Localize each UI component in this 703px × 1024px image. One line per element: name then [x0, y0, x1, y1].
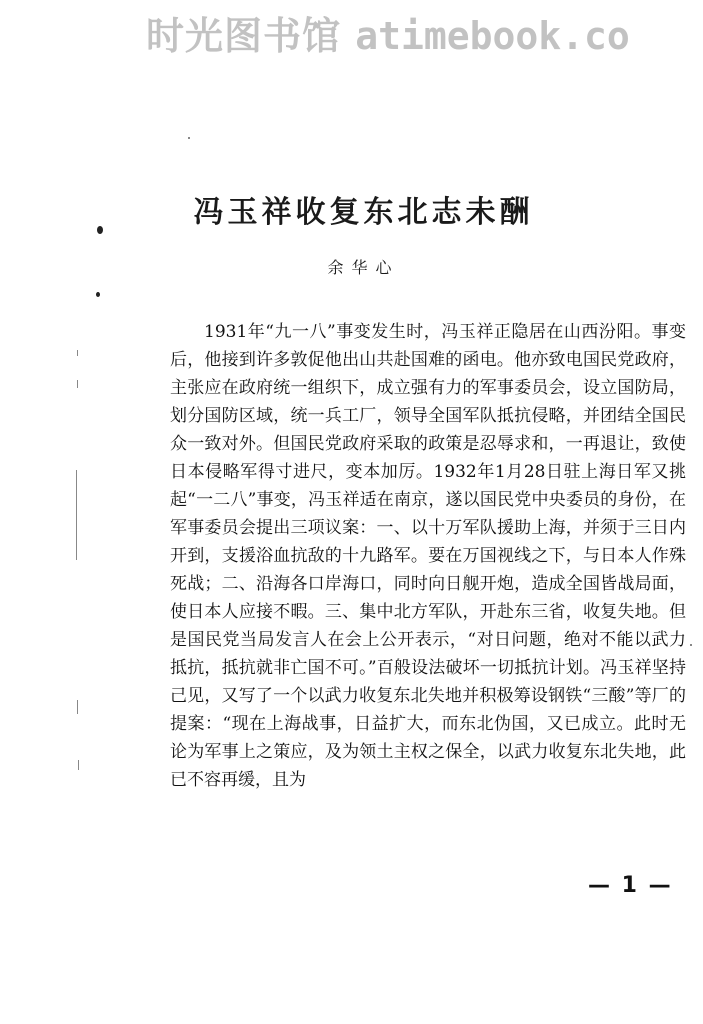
scan-mark — [77, 700, 78, 714]
article-body: 1931年“九一八”事变发生时，冯玉祥正隐居在山西汾阳。事变后，他接到许多敦促他出山共赴国难的函电。他亦致电国民党政府，主张应在政府统一组织下，成立强有力的军事委员会，设立国防局，划分国防区域，统一兵工厂，领导全国军队抵抗侵略，并团结全国民众一致对外。但国民党政府采取的政策是忍辱求和，一再退让，致使日本侵略军得寸进尺，变本加厉。1932年1月28日驻上海日军又挑起“一二八”事变，冯玉祥适在南京，遂以国民党中央委员的身份，在军事委员会提出三项议案：一、以十万军队援助上海，并须于三日内开到，支援浴血抗敌的十九路军。要在万国视线之下，与日本人作殊死战；二、沿海各口岸海口，同时向日舰开炮，造成全国皆战局面，使日本人应接不暇。三、集中北方军队，开赴东三省，收复失地。但是国民党当局发言人在会上公开表示，“对日问题，绝对不能以武力抵抗，抵抗就非亡国不可。”百般设法破坏一切抵抗计划。冯玉祥坚持己见，又写了一个以武力收复东北失地并积极筹设钢铁“三酸”等厂的提案：“现在上海战事，日益扩大，而东北伪国，又已成立。此时无论为军事上之策应，及为领土主权之保全，以武力收复东北失地，此已不容再缓，且为 — [170, 322, 686, 790]
article-author: 余华心 — [327, 258, 400, 277]
scan-speck — [96, 292, 100, 297]
scan-mark — [188, 137, 190, 139]
page-number: — 1 — — [588, 873, 673, 898]
scan-mark — [77, 380, 78, 388]
watermark-url: atimebook.co — [355, 14, 630, 58]
watermark — [146, 10, 703, 62]
article-title: 冯玉祥收复东北志未酬 — [193, 195, 534, 230]
scan-mark — [77, 350, 78, 356]
watermark-name: 时光图书馆 — [146, 14, 342, 58]
scan-mark — [690, 644, 692, 646]
scan-mark — [78, 760, 79, 770]
scan-mark — [76, 470, 77, 560]
